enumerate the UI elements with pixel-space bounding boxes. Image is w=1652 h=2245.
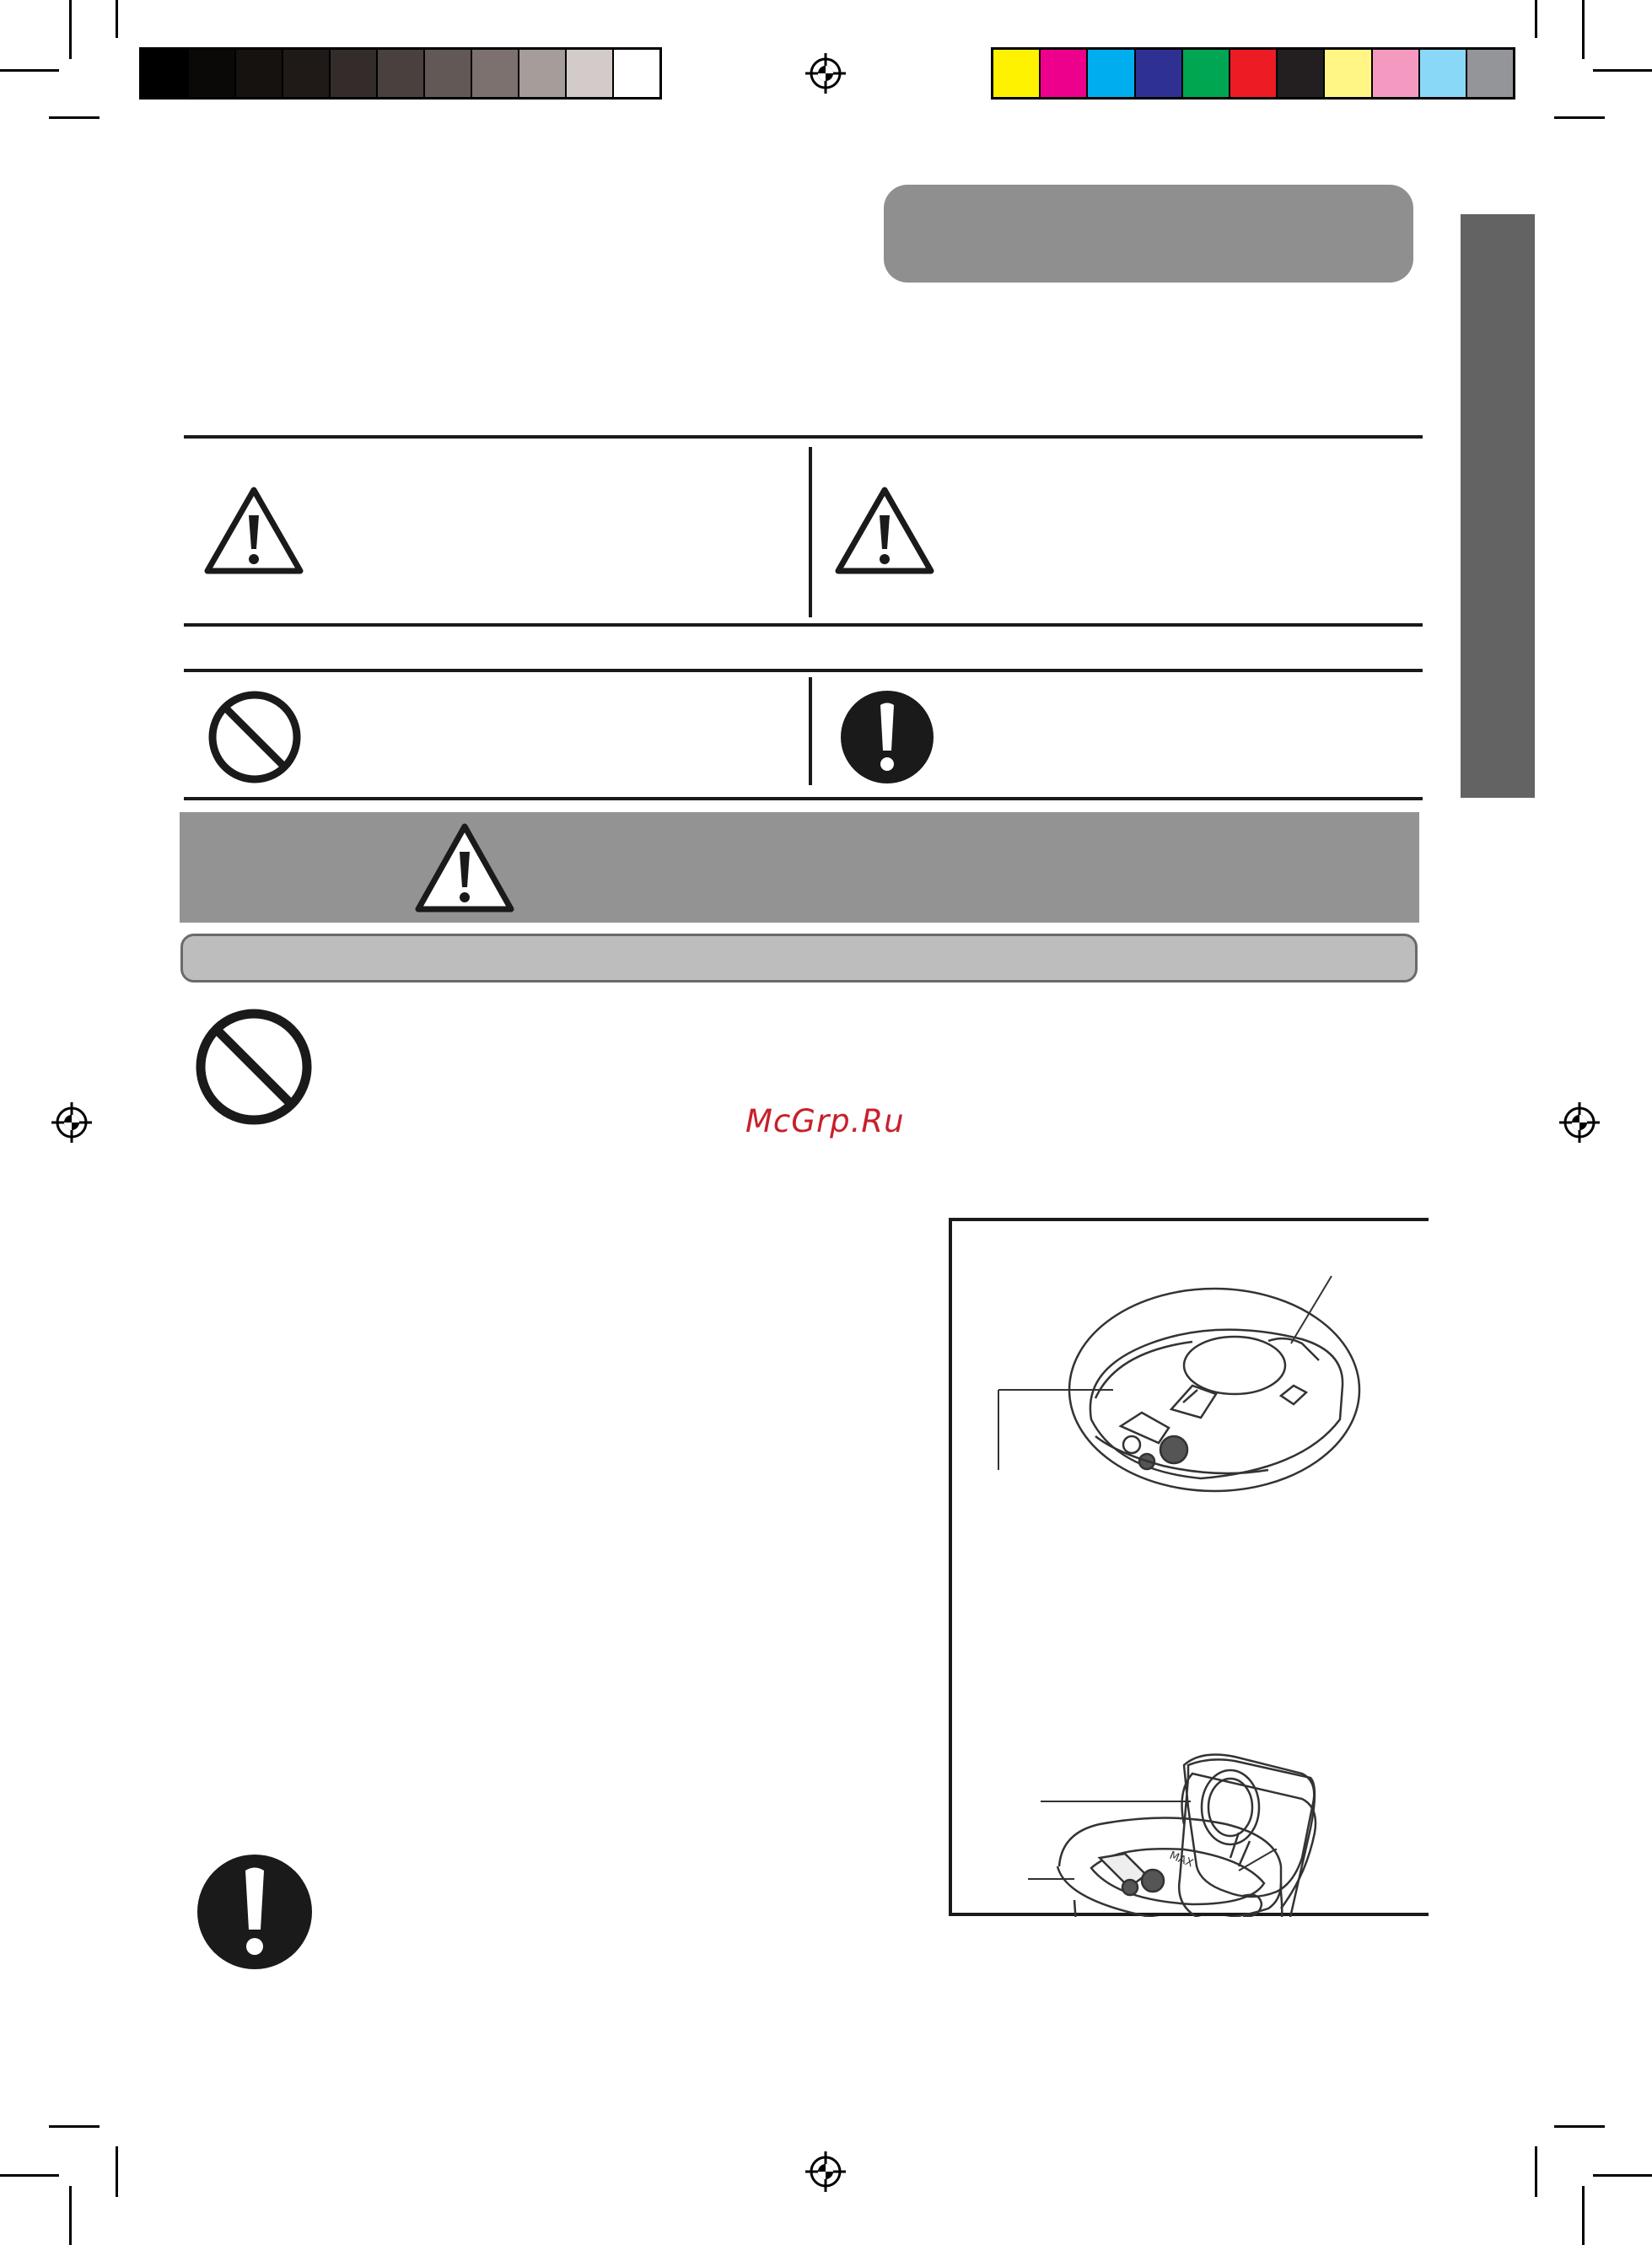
color-swatch [1467,50,1513,97]
color-swatch [189,50,236,97]
color-swatch [472,50,519,97]
table-rule [184,435,1423,439]
color-swatch [1230,50,1278,97]
mandatory-exclamation-icon [196,1854,313,1970]
prohibited-icon [195,1008,313,1126]
color-swatch [1373,50,1420,97]
crop-mark [49,2125,100,2128]
registration-target-icon [51,1102,92,1143]
color-swatch [1183,50,1230,97]
crop-mark [1535,2146,1537,2197]
crop-mark [0,2174,59,2177]
color-swatch [1041,50,1088,97]
grayscale-color-bar [139,47,662,100]
crop-mark [1593,69,1652,72]
warning-triangle-icon [833,485,936,576]
watermark-text: McGrp.Ru [745,1103,905,1139]
table-rule [184,623,1423,627]
table-rule [184,797,1423,800]
crop-mark [1582,0,1585,59]
crop-mark [69,2186,72,2245]
color-swatch [993,50,1041,97]
color-swatch [1088,50,1135,97]
color-swatch [283,50,331,97]
color-swatch [1136,50,1183,97]
process-color-bar [991,47,1515,100]
crop-mark [1593,2174,1652,2177]
crop-mark [0,69,59,72]
section-header-tab [884,185,1413,283]
color-swatch [425,50,472,97]
mandatory-exclamation-icon [840,690,934,784]
color-swatch [1420,50,1467,97]
color-swatch [331,50,378,97]
color-swatch [1278,50,1325,97]
crop-mark [116,0,118,38]
crop-mark [69,0,72,59]
table-divider [809,677,812,785]
table-rule [184,669,1423,672]
color-swatch [142,50,189,97]
registration-target-icon [805,2151,846,2192]
table-divider [809,447,812,617]
crop-mark [116,2146,118,2197]
subsection-banner [180,934,1418,983]
prohibited-icon [207,690,302,784]
warning-triangle-icon [413,821,516,914]
color-swatch [567,50,614,97]
crop-mark [1554,2125,1605,2128]
color-swatch [236,50,283,97]
registration-target-icon [805,53,846,94]
color-swatch [378,50,425,97]
color-swatch [1325,50,1372,97]
warning-triangle-icon [202,485,305,576]
crop-mark [1535,0,1537,38]
crop-mark [1554,116,1605,119]
registration-target-icon [1559,1102,1600,1143]
color-swatch [614,50,659,97]
svg-text:MAX: MAX [1167,1849,1196,1871]
color-swatch [519,50,567,97]
product-illustration [948,1217,1430,1917]
side-index-tab [1461,214,1535,798]
crop-mark [49,116,100,119]
warning-banner [180,812,1419,923]
crop-mark [1582,2186,1585,2245]
